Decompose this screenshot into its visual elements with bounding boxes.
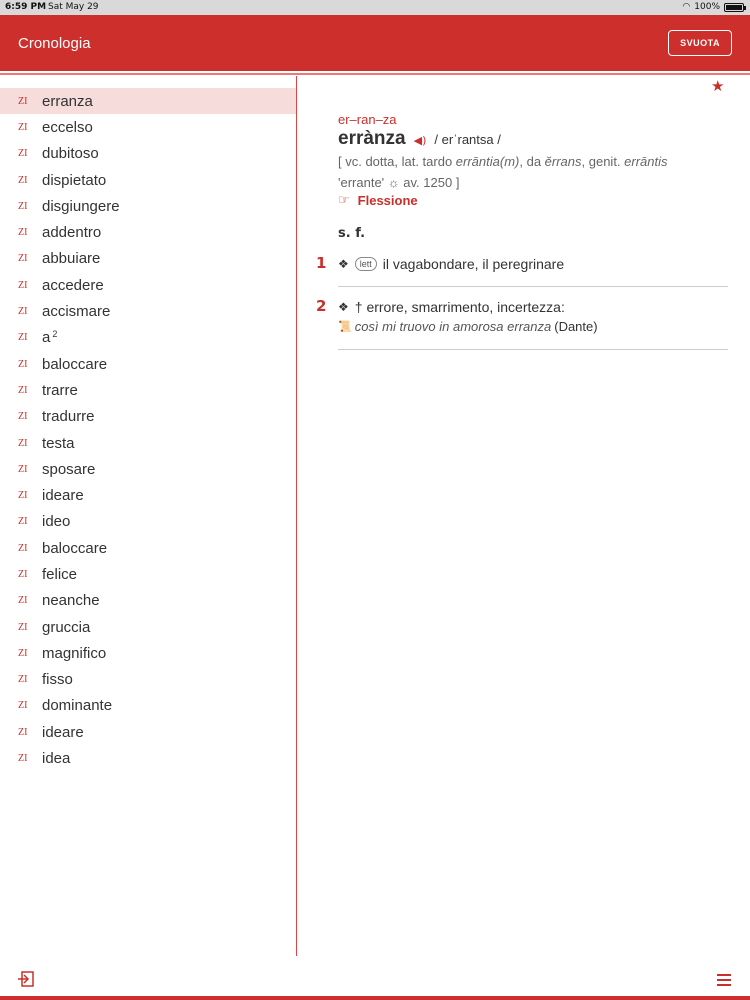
syllabification: er–ran–za [338,112,397,127]
sense-definition [338,256,564,272]
history-word-text: eccelso [42,118,93,136]
speaker-icon[interactable]: ◀) [413,134,427,147]
history-word-text: dominante [42,697,113,715]
sense-separator [338,349,728,350]
history-word-text: abbuiare [42,250,101,268]
dictionary-tag: ZI [18,568,28,580]
dictionary-tag: ZI [18,726,28,738]
pointing-hand-icon: ☞ [338,193,350,208]
history-word [42,697,112,714]
dictionary-tag: ZI [18,279,28,291]
example-author: (Dante) [554,319,598,334]
clear-history-button[interactable]: SVUOTA [668,30,732,56]
etym-word: errāntia(m) [455,154,520,169]
bottom-accent-bar [0,996,750,1000]
history-word-text: fisso [42,671,73,689]
dictionary-tag: ZI [18,306,28,318]
quote-scroll-icon: 📜 [338,321,352,333]
inflection-label[interactable]: Flessione [357,193,418,208]
sense-definition [338,299,565,315]
dictionary-tag: ZI [18,227,28,239]
dictionary-tag: ZI [18,200,28,212]
pane-divider [296,76,297,956]
dictionary-tag: ZI [18,253,28,265]
history-word-text: magnifico [42,644,107,662]
history-item[interactable] [0,298,296,324]
history-item[interactable] [0,561,296,587]
history-word-text: felice [42,565,78,583]
history-word-text: idea [42,750,71,768]
history-word [42,172,106,189]
battery-percent: 100% [694,2,720,12]
history-word [42,461,95,478]
part-of-speech: s. f. [338,226,366,241]
history-item[interactable] [0,509,296,535]
etym-word: errāntis [624,154,668,169]
header-divider [0,73,750,75]
history-word [42,277,104,294]
history-word-text: a [42,329,51,347]
headword-row [338,128,501,150]
history-word-text: addentro [42,224,102,242]
sense-separator [338,286,728,287]
history-word [42,382,78,399]
history-word-text: tradurre [42,408,95,426]
history-word [42,645,106,662]
register-badge: lett [355,257,377,271]
history-word-text: baloccare [42,355,108,373]
example-quote: così mi truovo in amorosa erranza [354,319,552,334]
history-word-text: dispietato [42,171,107,189]
etymology [338,151,718,193]
dictionary-tag: ZI [18,437,28,449]
history-item[interactable] [0,193,296,219]
history-word [42,119,93,136]
dictionary-tag: ZI [18,516,28,528]
etym-text: , genit. [581,154,625,169]
star-icon[interactable]: ★ [711,77,725,95]
headword: errànza [338,128,406,149]
dictionary-tag: ZI [18,463,28,475]
status-date: Sat May 29 [48,2,99,12]
history-word [42,145,99,162]
history-item[interactable] [0,482,296,508]
dictionary-tag: ZI [18,121,28,133]
history-word [42,93,93,110]
diamond-icon: ❖ [338,300,349,314]
dictionary-tag: ZI [18,411,28,423]
history-word-text: accedere [42,276,104,294]
history-word [42,671,73,688]
dictionary-tag: ZI [18,148,28,160]
etym-text: , da [519,154,545,169]
history-list [0,88,296,772]
history-item[interactable] [0,614,296,640]
dictionary-tag: ZI [18,542,28,554]
dictionary-tag: ZI [18,95,28,107]
dictionary-tag: ZI [18,595,28,607]
history-item[interactable] [0,430,296,456]
dictionary-tag: ZI [18,490,28,502]
dictionary-tag: ZI [18,384,28,396]
sense-number: 1 [316,254,327,272]
inflection-link[interactable] [338,193,418,208]
history-word-text: erranza [42,92,93,110]
history-item[interactable] [0,246,296,272]
history-word [42,408,95,425]
history-word-text: neanche [42,592,100,610]
history-word-text: sposare [42,460,96,478]
history-item[interactable] [0,535,296,561]
exit-icon[interactable] [17,970,35,988]
dictionary-tag: ZI [18,674,28,686]
sense-example [338,319,598,334]
history-word-text: ideare [42,487,84,505]
history-word-text: testa [42,434,75,452]
history-word [42,487,84,504]
history-word [42,435,75,452]
history-word [42,540,107,557]
sense-text: † errore, smarrimento, incertezza: [354,299,565,315]
history-word [42,250,100,267]
history-item[interactable] [0,456,296,482]
history-word [42,224,101,241]
history-item[interactable] [0,167,296,193]
history-word [42,303,110,320]
history-word [42,750,70,767]
sense-text: il vagabondare, il peregrinare [382,256,565,272]
history-word [42,198,120,215]
history-item[interactable] [0,745,296,771]
status-time: 6:59 PM [5,2,47,12]
status-right [682,2,744,12]
etym-text: [ vc. dotta, lat. tardo [338,154,456,169]
pronunciation: / erˈrantsa / [434,132,501,147]
history-word-text: accismare [42,303,111,321]
app-header [0,15,750,71]
history-word-text: ideo [42,513,71,531]
history-item[interactable] [0,219,296,245]
history-item[interactable] [0,693,296,719]
history-word-text: baloccare [42,539,108,557]
dictionary-tag: ZI [18,358,28,370]
dictionary-tag: ZI [18,332,28,344]
history-item[interactable] [0,404,296,430]
diamond-icon: ❖ [338,257,349,271]
history-word [42,566,77,583]
history-item[interactable] [0,640,296,666]
history-word-text: gruccia [42,618,91,636]
history-word-text: disgiungere [42,197,120,215]
dictionary-tag: ZI [18,700,28,712]
etym-date: 'errante' ☼ av. 1250 ] [338,175,460,190]
history-word [42,592,100,609]
history-item[interactable] [0,88,296,114]
wifi-icon: ◠ [682,2,691,12]
history-word [42,329,57,346]
etym-word: ĕrrans [544,154,582,169]
history-word-text: trarre [42,381,78,399]
history-item[interactable] [0,325,296,351]
history-item[interactable] [0,377,296,403]
history-word [42,513,70,530]
history-word-text: dubitoso [42,145,99,163]
menu-icon[interactable] [717,974,731,986]
sense-number: 2 [316,297,327,315]
history-item[interactable] [0,351,296,377]
history-word-text: ideare [42,723,84,741]
dictionary-tag: ZI [18,621,28,633]
dictionary-tag: ZI [18,753,28,765]
homograph-number: 2 [52,329,58,340]
history-word [42,619,90,636]
page-title: Cronologia [18,35,91,52]
history-word [42,724,84,741]
history-item[interactable] [0,588,296,614]
history-item[interactable] [0,141,296,167]
status-bar [0,0,750,15]
dictionary-tag: ZI [18,647,28,659]
history-item[interactable] [0,667,296,693]
history-word [42,356,107,373]
history-item[interactable] [0,114,296,140]
history-item[interactable] [0,719,296,745]
battery-icon [724,3,744,12]
history-item[interactable] [0,272,296,298]
dictionary-tag: ZI [18,174,28,186]
